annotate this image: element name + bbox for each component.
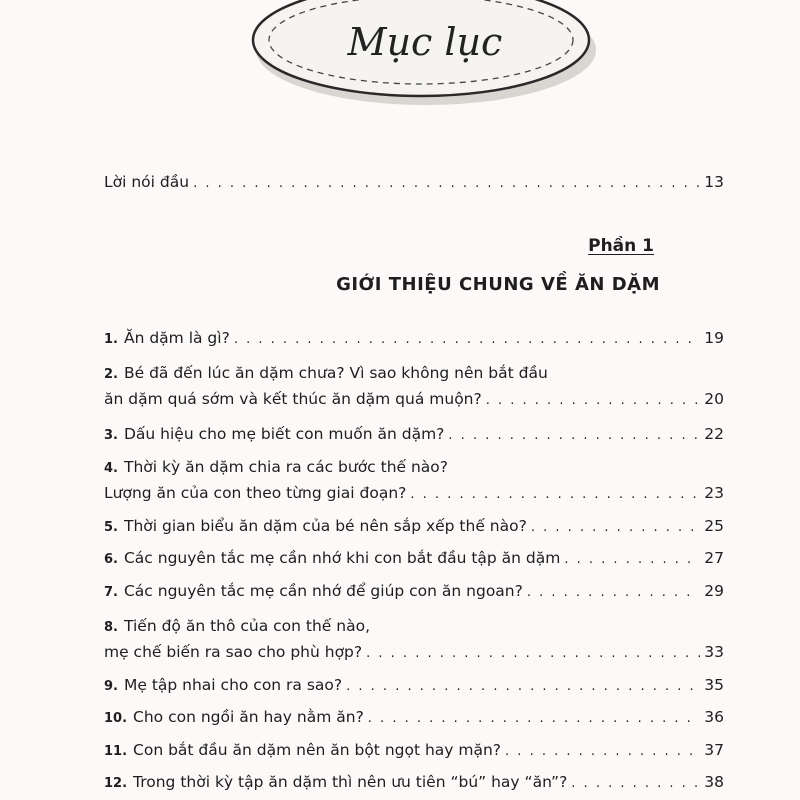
toc-item-label: Con bắt đầu ăn dặm nên ăn bột ngọt hay mặn? <box>133 741 502 759</box>
dot-leader <box>410 484 700 506</box>
toc-item-number: 1. <box>104 332 118 347</box>
toc-item-number: 10. <box>104 711 128 726</box>
toc-item-label: Thời kỳ ăn dặm chia ra các bước thế nào? <box>123 458 449 476</box>
toc-item-page: 37 <box>704 741 724 759</box>
dot-leader <box>505 741 700 763</box>
toc-item <box>104 706 724 730</box>
dot-leader <box>366 643 700 665</box>
dot-leader <box>448 425 700 447</box>
toc-item-number: 3. <box>104 428 118 443</box>
toc-item <box>104 739 724 763</box>
dot-leader <box>234 329 700 351</box>
toc-item-number: 11. <box>104 744 128 759</box>
toc-item-label: Các nguyên tắc mẹ cần nhớ khi con bắt đầu tập ăn dặm <box>123 549 561 567</box>
toc-item <box>104 580 724 604</box>
toc-item-first-line <box>104 362 548 386</box>
dot-leader <box>486 390 701 412</box>
toc-item-page: 20 <box>704 390 724 408</box>
toc-item-label: Mẹ tập nhai cho con ra sao? <box>123 676 343 694</box>
title-badge <box>238 0 608 108</box>
toc-item-label-cont: ăn dặm quá sớm và kết thúc ăn dặm quá muộn? <box>104 390 482 408</box>
toc-item-number: 12. <box>104 776 128 791</box>
toc-item <box>104 641 724 665</box>
toc-item-page: 38 <box>704 773 724 791</box>
toc-item-label: Cho con ngồi ăn hay nằm ăn? <box>133 708 364 726</box>
dot-leader <box>527 582 700 604</box>
toc-item-label: Trong thời kỳ tập ăn dặm thì nên ưu tiên “bú” hay “ăn”? <box>133 773 568 791</box>
toc-item-number: 8. <box>104 620 118 635</box>
toc-item-page: 27 <box>704 549 724 567</box>
toc-item-number: 6. <box>104 552 118 567</box>
toc-item-label-cont: Lượng ăn của con theo từng giai đoạn? <box>104 484 407 502</box>
toc-item <box>104 388 724 412</box>
toc-item <box>104 771 724 795</box>
dot-leader <box>346 676 700 698</box>
toc-item-page: 25 <box>704 517 724 535</box>
toc-item-number: 7. <box>104 585 118 600</box>
toc-item-first-line <box>104 615 370 639</box>
toc-item-label: Tiến độ ăn thô của con thế nào, <box>123 617 371 635</box>
toc-intro-row <box>104 171 724 195</box>
toc-item <box>104 674 724 698</box>
toc-item-label: Thời gian biểu ăn dặm của bé nên sắp xếp thế nào? <box>123 517 527 535</box>
toc-item <box>104 482 724 506</box>
toc-item-label: Dấu hiệu cho mẹ biết con muốn ăn dặm? <box>123 425 445 443</box>
toc-item-number: 4. <box>104 461 118 476</box>
dot-leader <box>571 773 700 795</box>
toc-item-label: Ăn dặm là gì? <box>123 329 230 347</box>
toc-item-page: 29 <box>704 582 724 600</box>
toc-item-page: 36 <box>704 708 724 726</box>
toc-item-page: 22 <box>704 425 724 443</box>
dot-leader <box>193 173 700 195</box>
toc-intro-page: 13 <box>704 173 724 191</box>
dot-leader <box>531 517 700 539</box>
toc-item-page: 19 <box>704 329 724 347</box>
toc-item-label: Bé đã đến lúc ăn dặm chưa? Vì sao không nên bắt đầu <box>123 364 548 382</box>
dot-leader <box>564 549 700 571</box>
toc-item <box>104 327 724 351</box>
page-title: Mục lục <box>347 20 503 64</box>
toc-item-number: 5. <box>104 520 118 535</box>
part-title: GIỚI THIỆU CHUNG VỀ ĂN DẶM <box>336 274 660 295</box>
toc-item-page: 33 <box>704 643 724 661</box>
toc-item-number: 9. <box>104 679 118 694</box>
toc-item-page: 35 <box>704 676 724 694</box>
part-label: Phần 1 <box>588 236 654 256</box>
toc-item <box>104 515 724 539</box>
toc-item-first-line <box>104 456 448 480</box>
toc-item-page: 23 <box>704 484 724 502</box>
dot-leader <box>368 708 700 730</box>
toc-item <box>104 423 724 447</box>
toc-item-label-cont: mẹ chế biến ra sao cho phù hợp? <box>104 643 363 661</box>
toc-intro-label: Lời nói đầu <box>104 173 190 191</box>
toc-item-number: 2. <box>104 367 118 382</box>
toc-item-label: Các nguyên tắc mẹ cần nhớ để giúp con ăn ngoan? <box>123 582 523 600</box>
toc-item <box>104 547 724 571</box>
